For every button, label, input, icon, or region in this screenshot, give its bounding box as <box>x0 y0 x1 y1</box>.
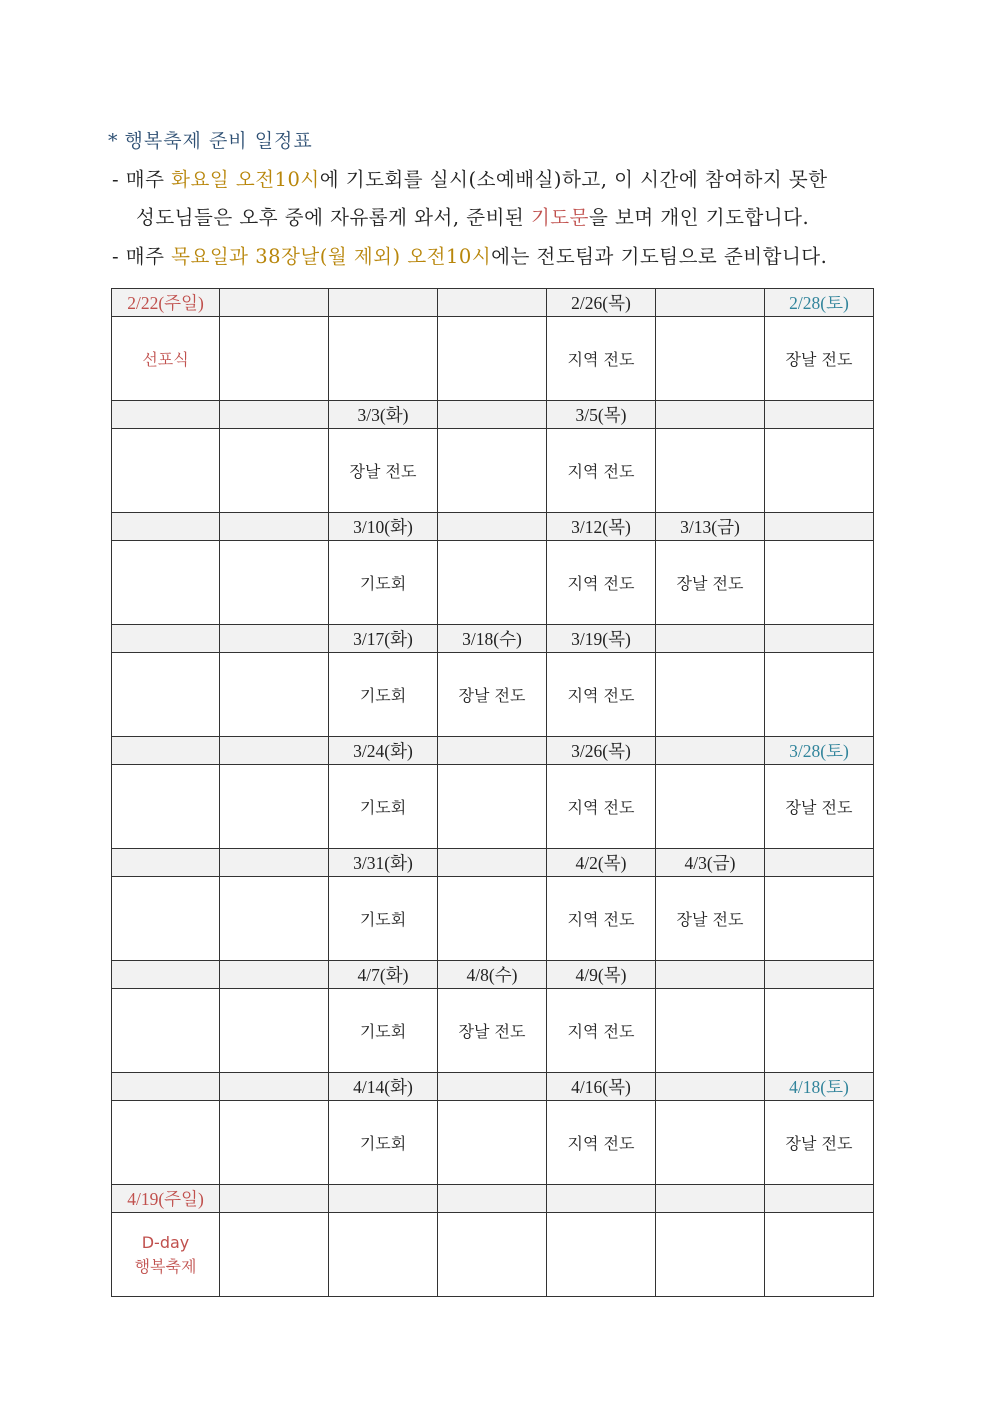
date-cell <box>220 849 329 877</box>
activity-cell: 지역 전도 <box>547 877 656 961</box>
date-cell <box>112 513 220 541</box>
activity-row <box>112 989 874 1073</box>
date-row <box>112 1185 874 1213</box>
activity-cell: 지역 전도 <box>547 429 656 513</box>
activity-cell <box>438 429 547 513</box>
date-cell <box>765 1185 874 1213</box>
date-cell: 3/28(토) <box>765 737 874 765</box>
note-1-highlight: 화요일 오전10시 <box>171 168 320 191</box>
date-cell <box>656 1073 765 1101</box>
date-row <box>112 737 874 765</box>
schedule-body <box>112 289 874 1185</box>
activity-cell: 지역 전도 <box>547 317 656 401</box>
date-cell <box>656 625 765 653</box>
date-cell <box>220 737 329 765</box>
date-cell <box>438 737 547 765</box>
date-cell: 2/22(주일) <box>112 289 220 317</box>
activity-cell: 지역 전도 <box>547 1101 656 1185</box>
note-1-prefix: - 매주 <box>112 168 172 191</box>
date-cell: 4/16(목) <box>547 1073 656 1101</box>
date-cell <box>220 1073 329 1101</box>
activity-row <box>112 1213 874 1297</box>
date-cell <box>438 401 547 429</box>
date-cell <box>656 401 765 429</box>
activity-row <box>112 877 874 961</box>
date-row <box>112 625 874 653</box>
activity-cell <box>656 1101 765 1185</box>
activity-cell: 장날 전도 <box>656 877 765 961</box>
date-cell <box>329 1185 438 1213</box>
activity-cell <box>765 429 874 513</box>
date-cell <box>765 849 874 877</box>
activity-cell <box>112 429 220 513</box>
activity-cell: 지역 전도 <box>547 541 656 625</box>
final-week <box>112 1185 874 1297</box>
date-cell: 3/26(목) <box>547 737 656 765</box>
activity-cell <box>220 989 329 1073</box>
note-2-highlight: 기도문 <box>530 206 589 229</box>
date-row <box>112 849 874 877</box>
date-cell <box>438 1185 547 1213</box>
date-cell: 4/14(화) <box>329 1073 438 1101</box>
date-cell <box>438 513 547 541</box>
note-3-highlight: 목요일과 38장날(월 제외) 오전10시 <box>171 245 492 268</box>
activity-cell <box>438 877 547 961</box>
date-cell: 3/18(수) <box>438 625 547 653</box>
note-3-prefix: - 매주 <box>112 245 172 268</box>
date-cell <box>656 1185 765 1213</box>
title-text: 행복축제 준비 일정표 <box>124 130 313 152</box>
date-row <box>112 961 874 989</box>
festival-label: 행복축제 <box>134 1256 197 1276</box>
activity-cell: 장날 전도 <box>765 317 874 401</box>
date-cell: 4/9(목) <box>547 961 656 989</box>
activity-cell <box>656 1213 765 1297</box>
date-cell <box>112 961 220 989</box>
activity-cell <box>112 1101 220 1185</box>
activity-cell: 지역 전도 <box>547 653 656 737</box>
activity-cell <box>112 989 220 1073</box>
page-title <box>108 126 313 153</box>
date-cell: 3/12(목) <box>547 513 656 541</box>
activity-row <box>112 429 874 513</box>
activity-cell <box>220 877 329 961</box>
date-cell: 4/19(주일) <box>112 1185 220 1213</box>
activity-cell <box>656 429 765 513</box>
date-cell <box>438 289 547 317</box>
activity-cell: 선포식 <box>112 317 220 401</box>
date-cell <box>220 1185 329 1213</box>
activity-cell <box>438 765 547 849</box>
date-cell <box>220 401 329 429</box>
activity-cell: 지역 전도 <box>547 765 656 849</box>
activity-cell <box>220 317 329 401</box>
date-cell <box>656 737 765 765</box>
date-cell <box>765 625 874 653</box>
date-cell <box>112 849 220 877</box>
activity-cell <box>438 317 547 401</box>
date-cell: 3/10(화) <box>329 513 438 541</box>
date-cell <box>220 625 329 653</box>
activity-cell: 장날 전도 <box>438 989 547 1073</box>
activity-cell <box>220 1101 329 1185</box>
activity-cell <box>112 1213 220 1297</box>
note-3-rest: 에는 전도팀과 기도팀으로 준비합니다. <box>491 245 828 268</box>
dday-label: D-day <box>141 1232 190 1252</box>
date-cell <box>112 1073 220 1101</box>
activity-cell <box>112 765 220 849</box>
activity-cell: 기도회 <box>329 541 438 625</box>
date-cell <box>765 961 874 989</box>
activity-cell <box>765 653 874 737</box>
activity-cell <box>112 541 220 625</box>
activity-cell: 장날 전도 <box>765 765 874 849</box>
date-cell: 2/28(토) <box>765 289 874 317</box>
date-cell: 3/5(목) <box>547 401 656 429</box>
activity-cell: 기도회 <box>329 989 438 1073</box>
date-cell: 4/8(수) <box>438 961 547 989</box>
activity-cell <box>220 1213 329 1297</box>
date-cell: 3/17(화) <box>329 625 438 653</box>
date-cell <box>765 513 874 541</box>
note-line-1 <box>112 164 828 192</box>
note-2-rest: 을 보며 개인 기도합니다. <box>588 206 810 229</box>
activity-cell <box>765 1213 874 1297</box>
date-cell: 3/31(화) <box>329 849 438 877</box>
activity-row <box>112 541 874 625</box>
date-cell <box>329 289 438 317</box>
date-cell: 2/26(목) <box>547 289 656 317</box>
date-cell <box>438 849 547 877</box>
activity-cell <box>656 765 765 849</box>
activity-cell <box>656 317 765 401</box>
activity-cell <box>765 989 874 1073</box>
note-line-3 <box>112 241 827 269</box>
activity-cell <box>220 429 329 513</box>
date-cell: 4/3(금) <box>656 849 765 877</box>
activity-cell: 장날 전도 <box>438 653 547 737</box>
schedule-table <box>111 288 874 1297</box>
activity-cell <box>765 877 874 961</box>
activity-cell: 지역 전도 <box>547 989 656 1073</box>
activity-row <box>112 317 874 401</box>
activity-cell <box>220 541 329 625</box>
activity-row <box>112 653 874 737</box>
activity-cell: 기도회 <box>329 877 438 961</box>
activity-cell: 기도회 <box>329 1101 438 1185</box>
activity-cell <box>112 877 220 961</box>
date-row <box>112 401 874 429</box>
date-cell: 4/2(목) <box>547 849 656 877</box>
date-cell <box>220 961 329 989</box>
date-cell: 3/13(금) <box>656 513 765 541</box>
activity-cell <box>765 541 874 625</box>
activity-row <box>112 1101 874 1185</box>
activity-cell: 기도회 <box>329 653 438 737</box>
date-cell: 4/7(화) <box>329 961 438 989</box>
activity-cell <box>329 1213 438 1297</box>
date-cell <box>765 401 874 429</box>
date-cell <box>547 1185 656 1213</box>
activity-cell <box>220 653 329 737</box>
activity-cell <box>112 653 220 737</box>
activity-cell <box>438 1101 547 1185</box>
date-cell: 3/3(화) <box>329 401 438 429</box>
activity-cell <box>656 653 765 737</box>
activity-cell <box>438 541 547 625</box>
date-cell <box>220 289 329 317</box>
activity-cell <box>220 765 329 849</box>
title-bullet: * <box>108 130 119 152</box>
activity-cell: 장날 전도 <box>329 429 438 513</box>
activity-cell: 기도회 <box>329 765 438 849</box>
date-cell <box>112 401 220 429</box>
date-row <box>112 289 874 317</box>
note-line-2 <box>136 202 809 230</box>
activity-cell <box>438 1213 547 1297</box>
date-cell <box>656 289 765 317</box>
date-row <box>112 513 874 541</box>
date-cell: 3/24(화) <box>329 737 438 765</box>
date-cell <box>656 961 765 989</box>
activity-cell: 장날 전도 <box>765 1101 874 1185</box>
date-cell <box>220 513 329 541</box>
activity-cell <box>329 317 438 401</box>
date-cell: 3/19(목) <box>547 625 656 653</box>
activity-row <box>112 765 874 849</box>
activity-cell <box>547 1213 656 1297</box>
activity-cell <box>656 989 765 1073</box>
date-cell <box>112 625 220 653</box>
activity-cell: 장날 전도 <box>656 541 765 625</box>
note-1-rest: 에 기도회를 실시(소예배실)하고, 이 시간에 참여하지 못한 <box>319 168 828 191</box>
date-cell: 4/18(토) <box>765 1073 874 1101</box>
date-row <box>112 1073 874 1101</box>
date-cell <box>112 737 220 765</box>
note-2-prefix: 성도님들은 오후 중에 자유롭게 와서, 준비된 <box>136 206 531 229</box>
date-cell <box>438 1073 547 1101</box>
